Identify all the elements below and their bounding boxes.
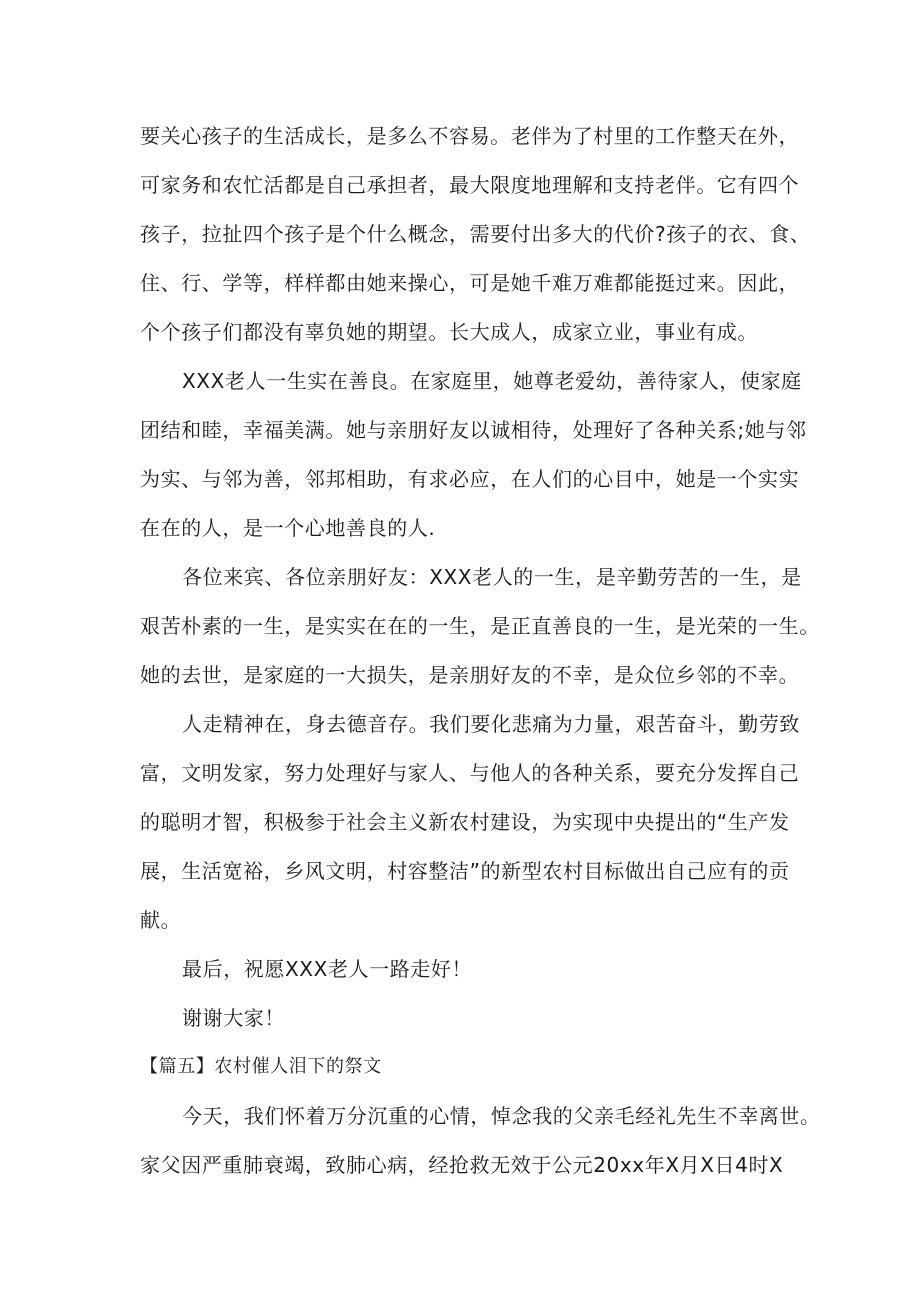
text-line: 的聪明才智，积极参于社会主义新农村建设，为实现中央提出的“生产发 xyxy=(140,810,790,834)
text-line: 献。 xyxy=(140,908,182,932)
paragraph-start-line: 各位来宾、各位亲朋好友：XXX老人的一生，是辛勤劳苦的一生，是 xyxy=(182,565,802,589)
text-line: 展，生活宽裕，乡风文明，村容整洁”的新型农村目标做出自己应有的贡 xyxy=(140,859,790,883)
text-line: 团结和睦，幸福美满。她与亲朋好友以诚相待，处理好了各种关系;她与邻 xyxy=(140,418,807,442)
text-line: 富，文明发家，努力处理好与家人、与他人的各种关系，要充分发挥自己 xyxy=(140,761,800,785)
text-line: 可家务和农忙活都是自己承担者，最大限度地理解和支持老伴。它有四个 xyxy=(140,173,800,197)
text-line: 她的去世，是家庭的一大损失，是亲朋好友的不幸，是众位乡邻的不幸。 xyxy=(140,663,800,687)
text-line: 为实、与邻为善，邻邦相助，有求必应，在人们的心目中，她是一个实实 xyxy=(140,467,800,491)
text-line: 个个孩子们都没有辜负她的期望。长大成人，成家立业，事业有成。 xyxy=(140,320,758,344)
text-line: 孩子，拉扯四个孩子是个什么概念，需要付出多大的代价?孩子的衣、食、 xyxy=(140,222,811,246)
paragraph-start-line: 今天，我们怀着万分沉重的心情，悼念我的父亲毛经礼先生不幸离世。 xyxy=(182,1104,821,1128)
thanks-line: 谢谢大家！ xyxy=(182,1006,285,1030)
closing-wish-line: 最后，祝愿XXX老人一路走好！ xyxy=(182,957,473,981)
text-line: 在在的人，是一个心地善良的人. xyxy=(140,516,436,540)
paragraph-start-line: XXX老人一生实在善良。在家庭里，她尊老爱幼，善待家人，使家庭 xyxy=(182,369,802,393)
text-line: 艰苦朴素的一生，是实实在在的一生，是正直善良的一生，是光荣的一生。 xyxy=(140,614,820,638)
text-line: 家父因严重肺衰竭，致肺心病，经抢救无效于公元20xx年X月X日4时X xyxy=(140,1153,784,1177)
paragraph-start-line: 人走精神在，身去德音存。我们要化悲痛为力量，艰苦奋斗，勤劳致 xyxy=(182,712,800,736)
text-line: 住、行、学等，样样都由她来操心，可是她千难万难都能挺过来。因此， xyxy=(140,271,800,295)
section-heading: 【篇五】农村催人泪下的祭文 xyxy=(140,1056,382,1077)
text-line: 要关心孩子的生活成长，是多么不容易。老伴为了村里的工作整天在外， xyxy=(140,124,800,148)
